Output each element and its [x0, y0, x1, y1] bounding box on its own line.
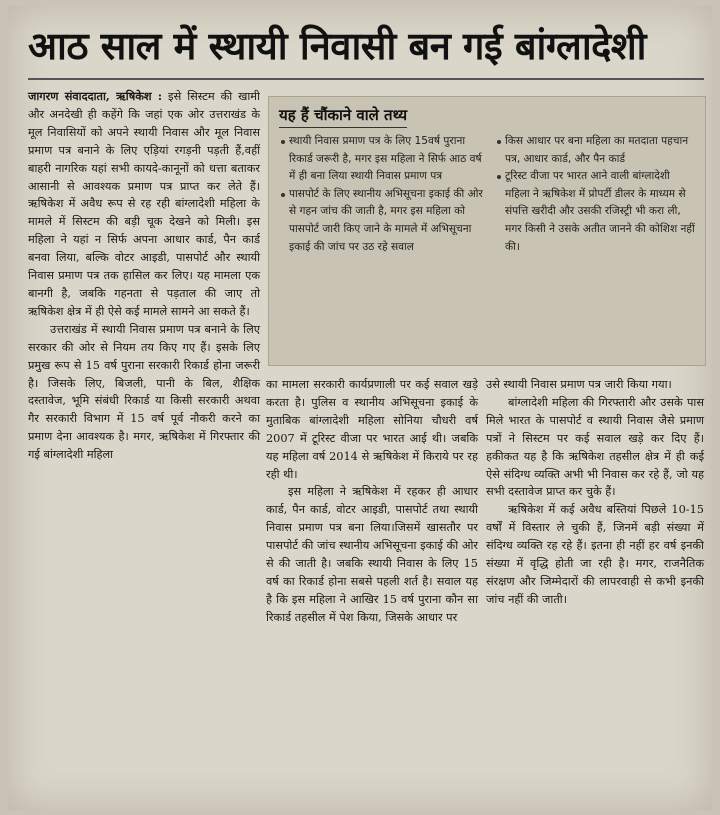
newspaper-page [8, 6, 712, 810]
fact-item: स्थायी निवास प्रमाण पत्र के लिए 15वर्ष पुराना रिकार्ड जरूरी है, मगर इस महिला ने सिर्फ आठ वर्ष में ही बना लिया स्थायी निवास प्रमाण पत्र [281, 133, 487, 186]
fact-item: टूरिस्ट वीजा पर भारत आने वाली बांग्लादेशी महिला ने ऋषिकेश में प्रोपर्टी डीलर के माध्यम से संपत्ति खरीदी और उसकी रजिस्ट्री भी करा ली, मगर किसी ने उसके अतीत जानने की कोशिश नहीं की। [497, 168, 697, 256]
facts-box-right-column [497, 133, 697, 256]
col3-paragraph-2: बांग्लादेशी महिला की गिरफ्तारी और उसके पास मिले भारत के पासपोर्ट व स्थायी निवास जैसे प्रमाण पत्रों ने सिस्टम पर कई सवाल खड़े कर दिए हैं। हकीकत यह है कि ऋषिकेश तहसील क्षेत्र में ही कई ऐसे संदिग्ध व्यक्ति अभी भी निवास कर रहे हैं, जो यह सभी दस्तावेज प्राप्त कर चुके हैं। [486, 395, 704, 499]
article-column-1 [28, 88, 260, 464]
article-column-3 [486, 376, 704, 609]
col1-paragraph-2: उत्तराखंड में स्थायी निवास प्रमाण पत्र बनाने के लिए सरकार की ओर से नियम तय किए गए हैं। इसके लिए प्रमुख रूप से 15 वर्ष पुराना सरकारी रिकार्ड होना जरूरी है। जिसके लिए, बिजली, पानी के बिल, शैक्षिक दस्तावेज, भूमि संबंधी रिकार्ड या किसी सरकारी अथवा गैर सरकारी विभाग में 15 वर्ष पूर्व नौकरी करने का प्रमाण देना आवश्यक है। मगर, ऋषिकेश में गिरफ्तार की गई बांग्लादेशी महिला [28, 322, 260, 462]
facts-box-left-column [281, 133, 487, 256]
fact-item: पासपोर्ट के लिए स्थानीय अभिसूचना इकाई की ओर से गहन जांच की जाती है, मगर इस महिला को पासपोर्ट जारी किए जाने के मामले में अभिसूचना इकाई की जांच पर उठ रहे सवाल [281, 186, 487, 256]
facts-box [268, 96, 706, 366]
col2-paragraph-2: इस महिला ने ऋषिकेश में रहकर ही आधार कार्ड, पैन कार्ड, वोटर आइडी, पासपोर्ट तथा स्थायी निवास प्रमाण पत्र बना लिया।जिसमें खासतौर पर पासपोर्ट की जांच स्थानीय अभिसूचना इकाई की ओर से की जाती है। जबकि स्थायी निवास के लिए 15 वर्ष का रिकार्ड होना सबसे पहली शर्त है। सवाल यह है कि इस महिला ने आखिर 15 वर्ष पुराना कौन सा रिकार्ड तहसील में पेश किया, जिसके आधार पर [266, 485, 478, 624]
col2-paragraph-1: का मामला सरकारी कार्यप्रणाली पर कई सवाल खड़े करता है। पुलिस व स्थानीय अभिसूचना इकाई के मुताबिक बांग्लादेशी महिला सोनिया चौधरी वर्ष 2007 में टूरिस्ट वीजा पर भारत आई थी। जबकि यह महिला वर्ष 2014 से ऋषिकेश में किराये पर रह रही थी। [266, 378, 478, 481]
col3-paragraph-1: उसे स्थायी निवास प्रमाण पत्र जारी किया गया। [486, 378, 672, 391]
fact-item: किस आधार पर बना महिला का मतदाता पहचान पत्र, आधार कार्ड, और पैन कार्ड [497, 133, 697, 168]
intro-text: इसे सिस्टम की खामी और अनदेखी ही कहेंगे कि जहां एक ओर उत्तराखंड के मूल निवासियों को अपने स्थायी निवास और मूल निवास प्रमाण पत्र बनाने के लिए एड़ियां रगड़नी पड़ती हैं,वहीं बाहरी नागरिक यहां सभी कायदे-कानूनों को धत्ता बताकर आसानी से आवश्यक प्रमाण पत्र प्राप्त कर लेते हैं। ऋषिकेश में अवैध रूप से रह रही बांग्लादेशी महिला के मामले में सिस्टम की बड़ी चूक देखने को मिली। इस महिला ने यहां न सिर्फ अपना आधार कार्ड, पैन कार्ड बनवा लिया, बल्कि वोटर आइडी, पासपोर्ट और स्थायी निवास प्रमाण पत्र तक हासिल कर लिए। यह मामला एक बानगी है, जबकि गहनता से पड़ताल की जाए तो ऋषिकेश क्षेत्र में ही ऐसे कई मामले सामने आ सकते हैं। [28, 90, 260, 318]
col3-paragraph-3: ऋषिकेश में कई अवैध बस्तियां पिछले 10-15 वर्षों में विस्तार ले चुकी हैं, जिनमें बड़ी संख्या में संदिग्ध व्यक्ति रह रहे हैं। इतना ही नहीं हर वर्ष इनकी संख्या में वृद्धि होती जा रही है। मगर, राजनैतिक संरक्षण और जिम्मेदारों की लापरवाही से कभी इनकी जांच नहीं की जाती। [486, 503, 704, 606]
article-column-2 [266, 376, 478, 627]
intro-paragraph [28, 88, 260, 321]
byline: जागरण संवाददाता, ऋषिकेश : [28, 89, 163, 103]
facts-box-title: यह हैं चौंकाने वाले तथ्य [279, 106, 408, 124]
headline: आठ साल में स्थायी निवासी बन गई बांग्लादेशी [28, 14, 704, 80]
